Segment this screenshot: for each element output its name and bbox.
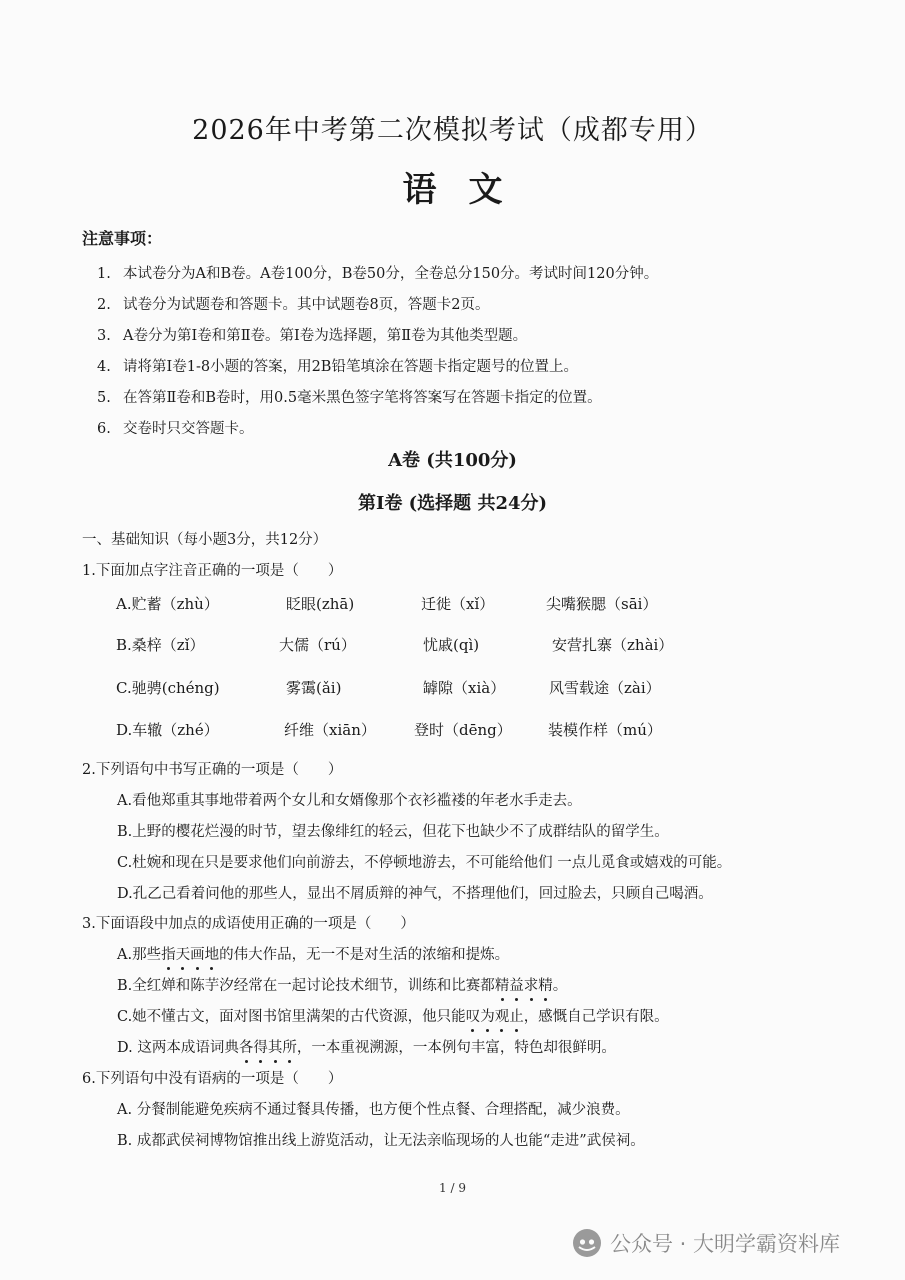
q1-option-cell: 罅隙（xià）: [423, 679, 506, 697]
exam-title: 2026年中考第二次模拟考试（成都专用）: [192, 115, 713, 146]
emphasis-dot-char: 止: [509, 1005, 524, 1026]
section-a-heading: A卷 (共100分): [388, 450, 517, 471]
q1-option-cell: 雾霭(ǎi): [286, 679, 342, 697]
q2-option: A.看他郑重其事地带着两个女儿和女婿像那个衣衫褴褛的年老水手走去。: [117, 793, 582, 809]
dotted-idiom: [466, 1009, 524, 1025]
q2-option: D.孔乙己看着问他的那些人，显出不屑质辩的神气，不搭理他们，回过脸去，只顾自己喝酒。: [117, 886, 713, 902]
part-one-heading: 第Ⅰ卷 (选择题 共24分): [357, 493, 548, 514]
emphasis-dot-char: 求: [524, 974, 539, 995]
q1-option-cell: 眨眼(zhā): [286, 595, 355, 613]
q2-option: C.杜婉和现在只是要求他们向前游去，不停顿地游去，不可能给他们 一点儿觅食或嬉戏的可能。: [117, 855, 732, 871]
emphasis-dot-char: 指: [161, 943, 176, 964]
page-number: 1 / 9: [439, 1181, 466, 1195]
notice-item: 6. 交卷时只交答题卡。: [97, 421, 254, 437]
basics-heading: 一、基础知识（每小题3分，共12分）: [82, 532, 328, 548]
emphasis-dot-char: 画: [190, 943, 205, 964]
q1-option-cell: 尖嘴猴腮（sāi）: [546, 595, 658, 613]
emphasis-dot-char: 叹: [466, 1005, 481, 1026]
q1-option-cell: 迁徙（xǐ）: [421, 595, 495, 613]
notice-heading: 注意事项：: [82, 229, 163, 248]
dotted-idiom: [239, 1040, 297, 1056]
emphasis-dot-char: 益: [509, 974, 524, 995]
dotted-idiom: [495, 978, 553, 994]
q1-option-cell: 装模作样（mú）: [548, 721, 662, 739]
question-1-stem: 1.下面加点字注音正确的一项是（ ）: [82, 563, 343, 579]
watermark: [572, 1226, 840, 1260]
q1-option-cell: 大儒（rú）: [279, 636, 356, 654]
q3-option: B.全红婵和陈芋汐经常在一起讨论技术细节，训练和比赛都精益求精。: [117, 974, 567, 995]
watermark-text: 公众号 · 大明学霸资料库: [610, 1232, 841, 1256]
q1-option-cell: A.贮蓄（zhù）: [116, 595, 219, 613]
q1-option-cell: 忧戚(qì): [423, 636, 480, 654]
q6-option: B. 成都武侯祠博物馆推出线上游览活动，让无法亲临现场的人也能“走进”武侯祠。: [117, 1133, 645, 1149]
notice-item: 1. 本试卷分为A和B卷。A卷100分，B卷50分，全卷总分150分。考试时间120分钟。: [97, 266, 659, 282]
q1-option-cell: 安营扎寨（zhài）: [552, 636, 674, 654]
emphasis-dot-char: 所: [282, 1036, 297, 1057]
emphasis-dot-char: 为: [480, 1005, 495, 1026]
emphasis-dot-char: 精: [538, 974, 553, 995]
emphasis-dot-char: 得: [253, 1036, 268, 1057]
q6-option: A. 分餐制能避免疾病不通过餐具传播，也方便个性点餐、合理搭配，减少浪费。: [117, 1102, 630, 1118]
question-3-stem: 3.下面语段中加点的成语使用正确的一项是（ ）: [82, 916, 415, 932]
q1-option-cell: 风雪载途（zài）: [549, 679, 661, 697]
dotted-idiom: [161, 947, 219, 963]
wechat-logo-icon: [572, 1228, 602, 1258]
q1-option-cell: D.车辙（zhé）: [116, 721, 219, 739]
q1-option-cell: B.桑梓（zǐ）: [116, 636, 205, 654]
emphasis-dot-char: 天: [176, 943, 191, 964]
subject-title: 语文: [402, 170, 535, 210]
notice-item: 2. 试卷分为试题卷和答题卡。其中试题卷8页，答题卡2页。: [97, 297, 490, 313]
q1-option-cell: 登时（dēng）: [414, 721, 512, 739]
emphasis-dot-char: 其: [268, 1036, 283, 1057]
q1-option-cell: C.驰骋(chéng): [116, 679, 220, 697]
q1-option-cell: 纤维（xiān）: [284, 721, 376, 739]
emphasis-dot-char: 地: [205, 943, 220, 964]
q3-option: D. 这两本成语词典各得其所，一本重视溯源，一本例句丰富，特色却很鲜明。: [117, 1036, 616, 1057]
emphasis-dot-char: 观: [495, 1005, 510, 1026]
emphasis-dot-char: 各: [239, 1036, 254, 1057]
q2-option: B.上野的樱花烂漫的时节，望去像绯红的轻云，但花下也缺少不了成群结队的留学生。: [117, 824, 669, 840]
notice-item: 5. 在答第Ⅱ卷和B卷时，用0.5毫米黑色签字笔将答案写在答题卡指定的位置。: [97, 390, 602, 406]
emphasis-dot-char: 精: [495, 974, 510, 995]
q3-option: C.她不懂古文，面对图书馆里满架的古代资源，他只能叹为观止，感慨自己学识有限。: [117, 1005, 669, 1026]
question-6-stem: 6.下列语句中没有语病的一项是（ ）: [82, 1071, 343, 1087]
notice-item: 4. 请将第Ⅰ卷1-8小题的答案，用2B铅笔填涂在答题卡指定题号的位置上。: [97, 359, 578, 375]
q3-option: A.那些指天画地的伟大作品，无一不是对生活的浓缩和提炼。: [117, 943, 509, 964]
question-2-stem: 2.下列语句中书写正确的一项是（ ）: [82, 762, 343, 778]
notice-item: 3. A卷分为第Ⅰ卷和第Ⅱ卷。第Ⅰ卷为选择题，第Ⅱ卷为其他类型题。: [97, 328, 528, 344]
